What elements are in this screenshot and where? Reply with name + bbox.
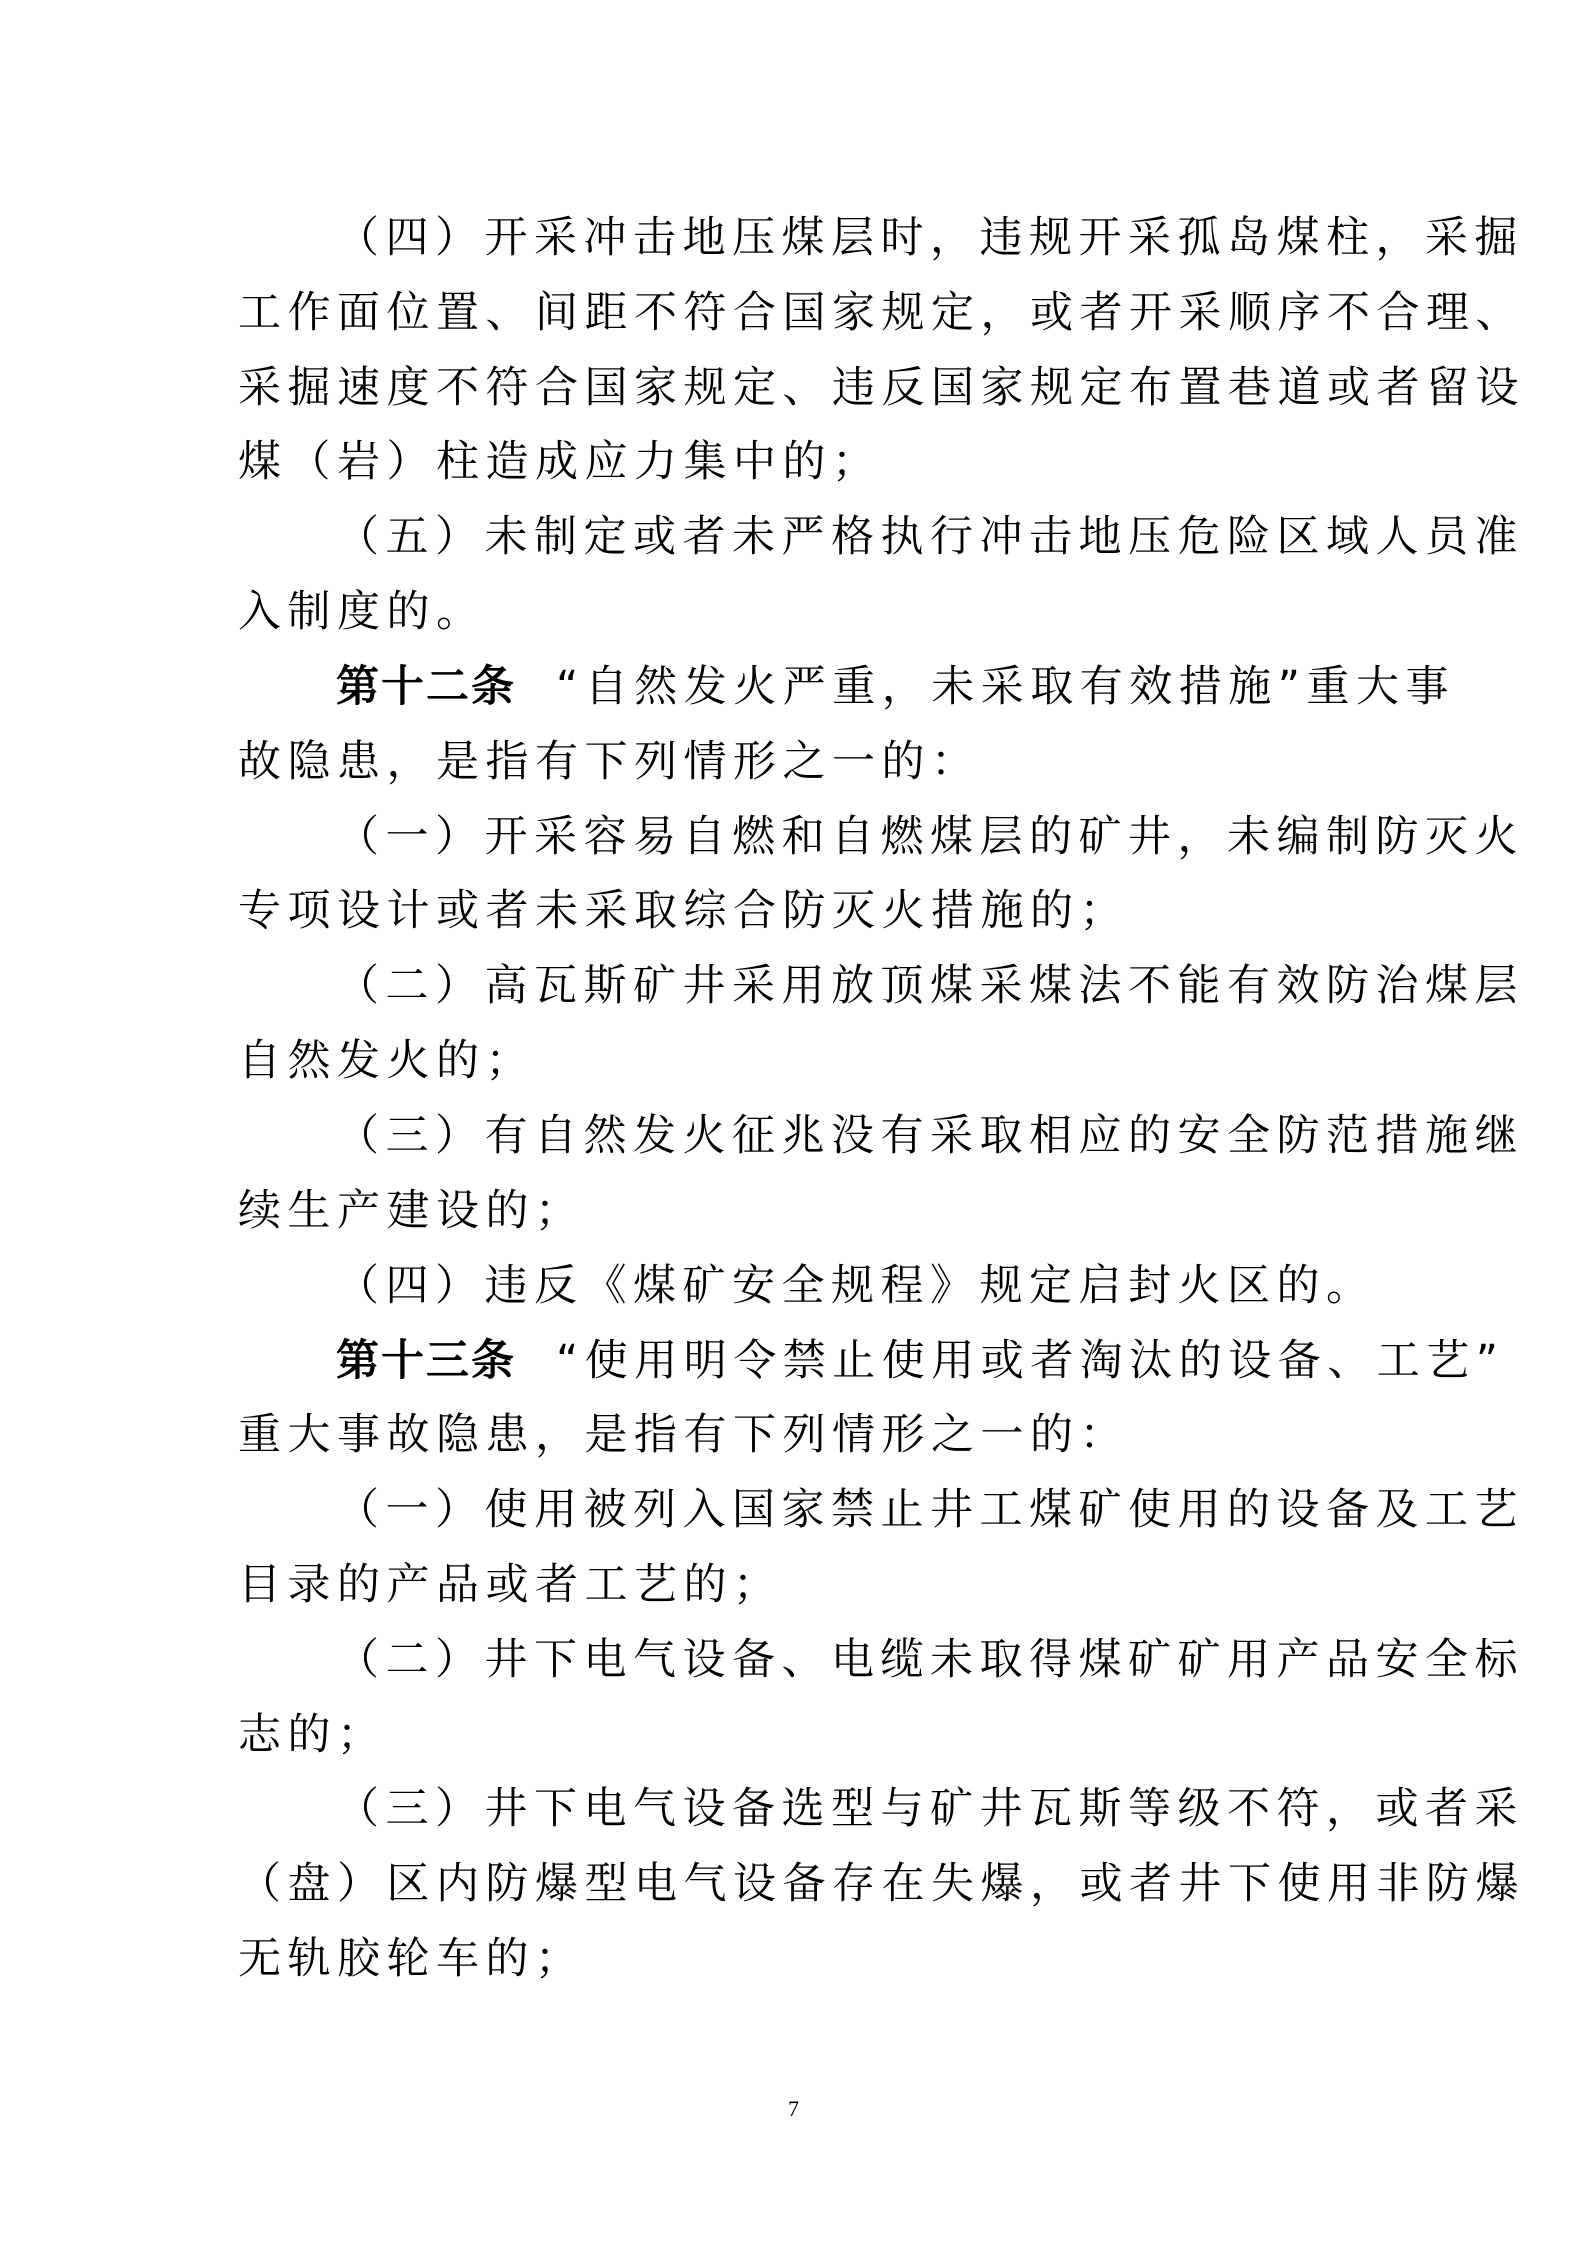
paragraph-line: 重大事故隐患，是指有下列情形之一的： xyxy=(238,1410,1129,1460)
article-12-label: 第十二条 xyxy=(336,662,516,712)
paragraph-line: （四）开采冲击地压煤层时，违规开采孤岛煤柱，采掘 xyxy=(336,213,1524,263)
paragraph-line: 专项设计或者未采取综合防灭火措施的； xyxy=(238,886,1129,936)
paragraph-line: （三）有自然发火征兆没有采取相应的安全防范措施继 xyxy=(336,1111,1524,1161)
page-number: 7 xyxy=(788,2096,799,2121)
paragraph-line: （盘）区内防爆型电气设备存在失爆，或者井下使用非防爆 xyxy=(238,1859,1525,1909)
paragraph-line: 自然发火的； xyxy=(238,1036,535,1086)
paragraph-line: （一）开采容易自燃和自燃煤层的矿井，未编制防灭火 xyxy=(336,812,1524,862)
paragraph-line: 采掘速度不符合国家规定、违反国家规定布置巷道或者留设 xyxy=(238,363,1525,413)
article-12-title: “自然发火严重，未采取有效措施”重大事 xyxy=(556,662,1456,712)
paragraph-line: （三）井下电气设备选型与矿井瓦斯等级不符，或者采 xyxy=(336,1784,1524,1834)
paragraph-line: 煤（岩）柱造成应力集中的； xyxy=(238,437,882,487)
paragraph-line: （一）使用被列入国家禁止井工煤矿使用的设备及工艺 xyxy=(336,1485,1524,1535)
paragraph-line: 无轨胶轮车的； xyxy=(238,1934,585,1984)
article-13-title: “使用明令禁止使用或者淘汰的设备、工艺” xyxy=(556,1336,1505,1386)
article-13-heading-line xyxy=(336,1331,1505,1391)
paragraph-line: 志的； xyxy=(238,1710,387,1760)
paragraph-line: 目录的产品或者工艺的； xyxy=(238,1560,783,1610)
paragraph-line: （五）未制定或者未严格执行冲击地压危险区域人员准 xyxy=(336,512,1524,562)
paragraph-line: 续生产建设的； xyxy=(238,1186,585,1236)
paragraph-line: （二）高瓦斯矿井采用放顶煤采煤法不能有效防治煤层 xyxy=(336,961,1524,1011)
paragraph-line: （二）井下电气设备、电缆未取得煤矿矿用产品安全标 xyxy=(336,1635,1524,1685)
article-13-label: 第十三条 xyxy=(336,1336,516,1386)
article-12-heading-line xyxy=(336,657,1456,717)
paragraph-line: （四）违反《煤矿安全规程》规定启封火区的。 xyxy=(336,1261,1376,1311)
paragraph-line: 故隐患，是指有下列情形之一的： xyxy=(238,737,981,787)
paragraph-line: 入制度的。 xyxy=(238,587,486,637)
paragraph-line: 工作面位置、间距不符合国家规定，或者开采顺序不合理、 xyxy=(238,288,1525,338)
